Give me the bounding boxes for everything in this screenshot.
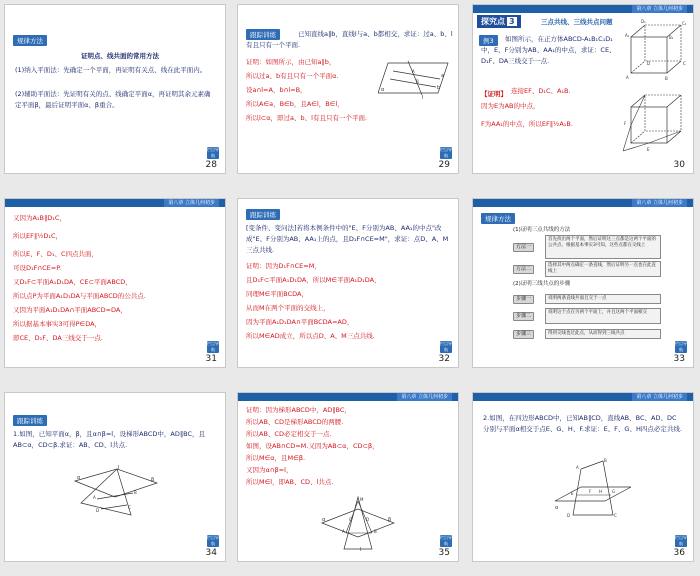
page-number: 29 <box>438 160 450 170</box>
fig-label: α <box>555 505 559 511</box>
slide-35[interactable] <box>237 392 459 562</box>
slide-30[interactable] <box>472 4 694 174</box>
page-number: 36 <box>673 548 685 558</box>
proof-line: 同理M∈平面BCDA， <box>246 290 308 298</box>
top-bar <box>473 5 693 13</box>
proof-line: 即CE、D₁F、DA三线交于一点. <box>13 334 103 342</box>
chapter-tag: 第八章 立体几何初步 <box>632 199 687 207</box>
proof-line: 又D₁F⊂平面A₁D₁DA，CE⊂平面ABCD， <box>13 278 132 286</box>
cube-figure-top <box>623 17 689 83</box>
step-text: 说明两条直线共面且交于一点 <box>545 294 661 304</box>
slide-28[interactable] <box>4 4 226 174</box>
back-nav-button[interactable]: 栏目导航 <box>207 147 219 158</box>
fig-label: D <box>96 508 100 513</box>
method-label: 方法二 <box>513 265 534 274</box>
proof-line: 如图，设AB∩CD=M.又因为AB⊂α，CD⊂β， <box>246 442 379 450</box>
fig-label: C <box>349 517 352 522</box>
proof-line: 所以点P为平面A₁D₁DA与平面ABCD的公共点. <box>13 292 146 300</box>
proof-line: 因为平面A₁D₁DA∩平面BCDA=AD， <box>246 318 354 326</box>
fig-label: α <box>77 475 81 481</box>
fig-label: D <box>366 517 370 522</box>
fig-label: E <box>571 491 574 496</box>
fig-label: β <box>151 477 155 483</box>
proof-line: F为AA₁的中点，所以EF∥½A₁B. <box>481 120 573 128</box>
slide-31[interactable] <box>4 198 226 368</box>
fig-label: C <box>683 61 686 66</box>
fig-label: l <box>118 465 120 471</box>
step-text: 得到交线也过此点，从而得到三线共点 <box>545 329 661 339</box>
chapter-tag: 第八章 立体几何初步 <box>397 393 452 401</box>
fig-label: A <box>576 465 579 470</box>
subhead-collinear: (1)证明三点共线的方法 <box>513 227 571 233</box>
back-nav-button[interactable]: 栏目导航 <box>207 341 219 352</box>
planes-figure <box>71 463 161 519</box>
section-label: 探究点 <box>481 17 505 26</box>
fig-label: β <box>388 517 392 523</box>
proof-line: 所以过a、b有且只有一个平面α. <box>246 72 339 80</box>
plane-figure <box>378 53 450 99</box>
fig-label: E <box>647 147 650 152</box>
proof-line: 所以EF∥½D₁C， <box>13 232 63 240</box>
back-nav-button[interactable]: 栏目导航 <box>675 535 687 546</box>
slide-29[interactable] <box>237 4 459 174</box>
proof-line: 所以A∈a，B∈b，且A∈l，B∈l， <box>246 100 344 108</box>
section-tag: 跟踪训练 <box>13 415 47 426</box>
text-line: (2)辅助平面法：先证明有关的点、线确定平面α，再证明其余元素确定平面β，最后证明平面α、β重合。 <box>15 90 211 109</box>
back-nav-button[interactable]: 栏目导航 <box>440 535 452 546</box>
fig-label: l <box>360 547 362 553</box>
step-label: 步骤三 <box>513 330 534 339</box>
proof-line: 所以据基本事实3可得P∈DA， <box>13 320 102 328</box>
section-title: 三点共线、三线共点问题 <box>541 18 613 26</box>
section-tag: 跟踪训练 <box>246 29 280 40</box>
page-number: 33 <box>673 354 685 364</box>
page-number: 28 <box>205 160 217 170</box>
slide-36[interactable] <box>472 392 694 562</box>
proof-line: 所以AB、CD必定相交于一点. <box>246 430 332 438</box>
top-bar <box>5 199 225 207</box>
fig-label: G <box>612 489 616 494</box>
fig-label: D₁ <box>641 19 646 24</box>
quadrilateral-plane-figure <box>551 457 635 519</box>
planes-figure <box>318 493 398 553</box>
slide-33[interactable] <box>472 198 694 368</box>
page-number: 30 <box>673 160 685 170</box>
proof-line: 又因为α∩β=l， <box>246 466 293 474</box>
section-number: 3 <box>509 17 515 26</box>
fig-label: B <box>416 79 419 84</box>
proof-line: 从而M在两个平面的交线上， <box>246 304 330 312</box>
fig-label: F <box>589 489 592 494</box>
problem-text: 已知直线a∥b，直线l与a、b都相交，求证：过a、b、l有且只有一个平面. <box>246 30 453 49</box>
proof-line: 所以M∈AD成立，所以点D、A、M三点共线. <box>246 332 375 340</box>
section-tag: 规律方法 <box>13 35 47 46</box>
fig-label: C₁ <box>682 21 687 26</box>
top-bar <box>238 393 458 401</box>
chapter-tag: 第八章 立体几何初步 <box>632 393 687 401</box>
page-number: 34 <box>205 548 217 558</box>
problem-text: 如图所示，在正方体ABCD-A₁B₁C₁D₁中，E、F分别为AB、AA₁的中点，求证：CE、D₁F、DA三线交于一点. <box>481 35 616 65</box>
back-nav-button[interactable]: 栏目导航 <box>440 147 452 158</box>
proof-line: 所以M∈l，即AB、CD、l共点. <box>246 478 334 486</box>
step-text: 说明这个点在另两个平面上，并且这两个平面相交 <box>545 308 661 324</box>
subhead-concurrent: (2)证明三线共点的步骤 <box>513 281 571 287</box>
method-text: 选择其中两点确定一条直线，然后证明另一点也在此直线上 <box>545 261 661 277</box>
problem-text: 1.如图，已知平面α，β，且α∩β=l，设梯形ABCD中，AD∥BC，且AB⊂α，CD⊂β.求证：AB、CD、l共点. <box>13 430 205 449</box>
back-nav-button[interactable]: 栏目导航 <box>207 535 219 546</box>
back-nav-button[interactable]: 栏目导航 <box>675 341 687 352</box>
fig-label: B <box>134 490 137 495</box>
fig-label: a <box>441 73 445 79</box>
section-tag: 跟踪训练 <box>246 209 280 220</box>
fig-label: α <box>322 517 326 523</box>
fig-label: l <box>422 95 424 99</box>
fig-label: A <box>93 495 96 500</box>
fig-label: C <box>614 513 617 518</box>
step-label: 步骤二 <box>513 312 534 321</box>
fig-label: B <box>374 529 377 534</box>
fig-label: A <box>342 529 345 534</box>
proof-tag: 【证明】 <box>481 90 507 98</box>
chapter-tag: 第八章 立体几何初步 <box>164 199 219 207</box>
method-text: 首先找出两个平面，然后证明这三点都是这两个平面的公共点，根据基本事实3可知，这些点都在交线上 <box>545 235 661 259</box>
fig-label: A <box>626 75 629 80</box>
fig-label: b <box>437 85 441 91</box>
page-number: 32 <box>438 354 450 364</box>
proof-line: 证明：因为D₁F∩CE=M， <box>246 262 321 270</box>
proof-line: 所以E、F、D₁、C四点共面， <box>13 250 98 258</box>
top-bar <box>473 199 693 207</box>
fig-label: B₁ <box>669 35 674 40</box>
back-nav-button[interactable]: 栏目导航 <box>440 341 452 352</box>
proof-line: 证明：如图所示，由已知a∥b， <box>246 58 336 66</box>
problem-tag: 例3 <box>479 35 498 46</box>
fig-label: α <box>381 87 385 93</box>
fig-label: C <box>128 505 131 510</box>
proof-line: 又因为A₁B∥D₁C， <box>13 214 66 222</box>
slide-34[interactable] <box>4 392 226 562</box>
step-label: 步骤一 <box>513 295 534 304</box>
proof-line: 又因为平面A₁D₁DA∩平面ABCD=DA， <box>13 306 127 314</box>
proof-line: 所以M∈α，且M∈β. <box>246 454 306 462</box>
chapter-tag: 第八章 立体几何初步 <box>632 5 687 13</box>
fig-label: A <box>412 69 415 74</box>
proof-line: 且D₁F⊂平面A₁D₁DA，所以M∈平面A₁D₁DA， <box>246 276 381 284</box>
section-tag: 规律方法 <box>481 213 515 224</box>
proof-line: 可设D₁F∩CE=P. <box>13 264 62 272</box>
problem-text: [变条件、变问法]若将本例条件中的"E、F分别为AB、AA₁的中点"改成"E、F分别为AB、AA₁上的点，且D₁F∩CE=M"，求证：点D、A、M三点共线. <box>246 224 449 254</box>
slide-32[interactable] <box>237 198 459 368</box>
slide-title: 证明点、线共面的常用方法 <box>81 52 159 60</box>
cube-figure-bottom <box>623 85 689 155</box>
top-bar <box>473 393 693 401</box>
page-number: 31 <box>205 354 217 364</box>
fig-label: D <box>567 513 571 518</box>
section-head <box>477 15 521 28</box>
proof-line: 证明：因为梯形ABCD中，AD∥BC， <box>246 406 351 414</box>
proof-line: 因为E为AB的中点， <box>481 102 540 110</box>
fig-label: F <box>624 121 627 126</box>
fig-label: H <box>599 489 603 494</box>
fig-label: D <box>647 61 651 66</box>
proof-line: 所以l⊂α，即过a、b、l有且只有一个平面. <box>246 114 368 122</box>
proof-line: 设a∩l=A，b∩l=B， <box>246 86 307 94</box>
fig-label: A₁ <box>625 33 630 38</box>
fig-label: M <box>360 497 364 502</box>
page-number: 35 <box>438 548 450 558</box>
problem-text: 2.如图，在四边形ABCD中，已知AB∥CD，直线AB、BC、AD、DC分别与平面α相交于点E、G、H、F.求证：E、F、G、H四点必定共线. <box>483 414 682 433</box>
fig-label: B <box>665 76 668 81</box>
proof-line: 所以AB、CD是梯形ABCD的两腰. <box>246 418 344 426</box>
text-line: (1)纳入平面法：先确定一个平面，再证明有关点、线在此平面内。 <box>15 66 207 74</box>
method-label: 方法一 <box>513 243 534 252</box>
proof-line: 连接EF、D₁C、A₁B. <box>511 87 571 95</box>
fig-label: B <box>604 458 607 463</box>
